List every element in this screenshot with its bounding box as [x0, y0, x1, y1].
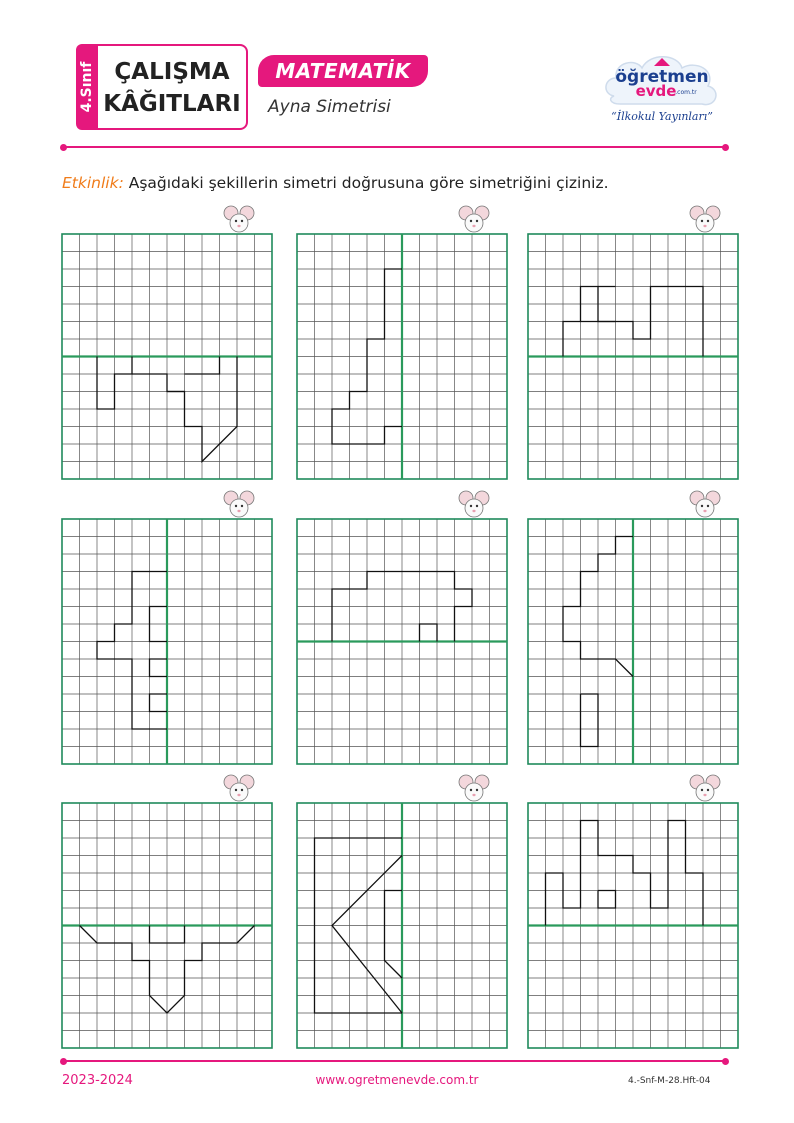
header-rule: [64, 146, 724, 148]
logo-brand-1: öğretmen: [615, 67, 709, 87]
logo-tagline: “İlkokul Yayınları”: [611, 110, 713, 123]
shape-half: [150, 694, 168, 712]
mouse-icon: [222, 489, 256, 519]
activity-instruction: [62, 174, 609, 192]
subject-banner: MATEMATİK: [258, 55, 428, 87]
mouse-icon: [222, 773, 256, 803]
symmetry-grid[interactable]: [528, 234, 738, 479]
mouse-icon: [688, 773, 722, 803]
symmetry-grid[interactable]: [62, 803, 272, 1048]
title-line-1: ÇALIŞMA: [114, 59, 230, 85]
footer-dot-right: [722, 1058, 729, 1065]
worksheet-title-box: [98, 44, 248, 130]
shape-half: [150, 659, 168, 677]
symmetry-grid[interactable]: [62, 234, 272, 479]
mouse-icon: [222, 204, 256, 234]
mouse-icon: [688, 204, 722, 234]
shape-half: [598, 891, 616, 909]
grade-tab: [76, 44, 98, 130]
grade-label: 4.Sınıf: [79, 61, 95, 113]
activity-text: Aşağıdaki şekillerin simetri doğrusuna göre simetriğini çiziniz.: [128, 174, 609, 192]
mouse-icon: [457, 773, 491, 803]
shape-half: [420, 624, 438, 642]
logo-brand-2: evde: [635, 82, 677, 100]
footer-rule: [64, 1060, 724, 1062]
publisher-logo: [600, 48, 724, 128]
rule-dot-right: [722, 144, 729, 151]
symmetry-grid[interactable]: [528, 519, 738, 764]
shape-half: [581, 694, 599, 747]
logo-domain: .com.tr: [675, 89, 697, 96]
mouse-icon: [457, 204, 491, 234]
symmetry-grid[interactable]: [528, 803, 738, 1048]
symmetry-grid[interactable]: [62, 519, 272, 764]
symmetry-grid[interactable]: [297, 519, 507, 764]
title-line-2: KÂĞITLARI: [103, 91, 241, 117]
mouse-icon: [688, 489, 722, 519]
activity-label: Etkinlik:: [62, 174, 124, 192]
mouse-icon: [457, 489, 491, 519]
footer-url[interactable]: www.ogretmenevde.com.tr: [315, 1073, 479, 1087]
topic-title: Ayna Simetrisi: [268, 97, 391, 117]
symmetry-grid[interactable]: [297, 803, 507, 1048]
footer-code: 4.-Snf-M-28.Hft-04: [628, 1076, 711, 1086]
footer-year: 2023-2024: [62, 1073, 133, 1088]
shape-half: [385, 891, 403, 979]
symmetry-grid[interactable]: [297, 234, 507, 479]
